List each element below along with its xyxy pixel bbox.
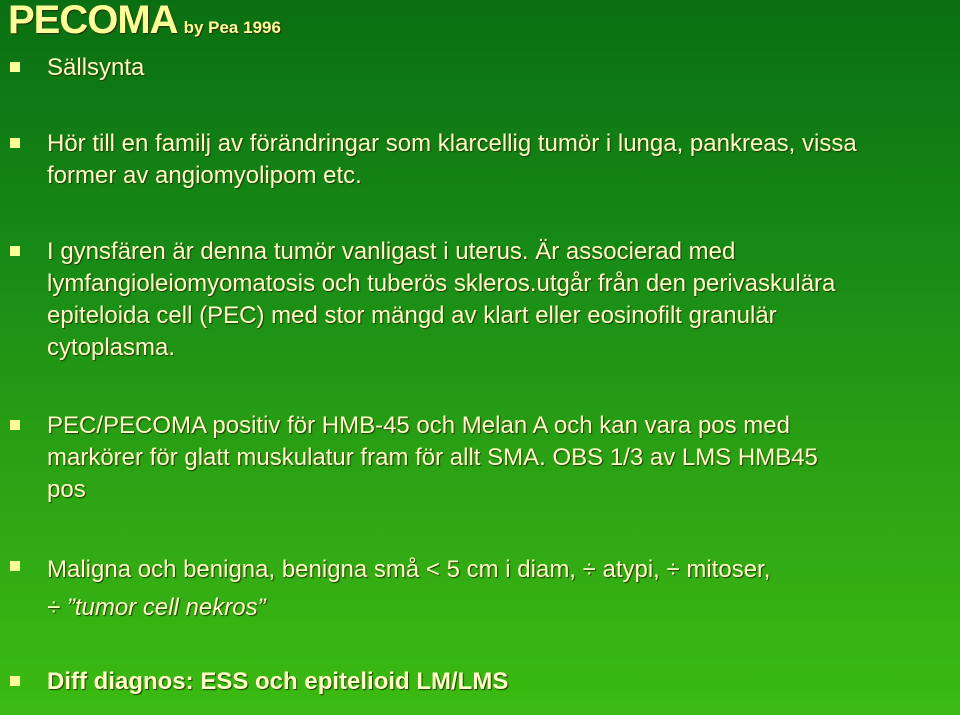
bullet-text xyxy=(47,52,950,84)
bullet-line: Diff diagnos: ESS och epitelioid LM/LMS xyxy=(47,668,509,695)
bullet-markers xyxy=(10,410,950,506)
bullet-text xyxy=(47,128,950,192)
bullet-malignancy xyxy=(10,551,950,627)
title-subtitle: by Pea 1996 xyxy=(183,18,281,37)
bullet-line: lymfangioleiomyomatosis och tuberös skleros.utgår från den perivaskulära xyxy=(47,270,836,297)
square-bullet-icon xyxy=(10,561,20,571)
title-main: PECOMA xyxy=(8,0,178,42)
bullet-line: PEC/PECOMA positiv för HMB-45 och Melan A och kan vara pos med xyxy=(47,412,790,439)
bullet-family xyxy=(10,128,950,192)
bullet-line: former av angiomyolipom etc. xyxy=(47,162,362,189)
bullet-rarity xyxy=(10,52,950,84)
bullet-line: Hör till en familj av förändringar som klarcellig tumör i lunga, pankreas, vissa xyxy=(47,130,857,157)
bullet-diff-diagnosis xyxy=(10,666,950,698)
bullet-line: Sällsynta xyxy=(47,54,145,81)
bullet-line: pos xyxy=(47,476,86,503)
bullet-line: epiteloida cell (PEC) med stor mängd av klart eller eosinofilt granulär xyxy=(47,302,777,329)
bullet-text xyxy=(47,551,950,627)
bullet-line: markörer för glatt muskulatur fram för allt SMA. OBS 1/3 av LMS HMB45 xyxy=(47,444,818,471)
square-bullet-icon xyxy=(10,676,20,686)
bullet-gyn xyxy=(10,236,950,364)
bullet-text xyxy=(47,666,950,698)
square-bullet-icon xyxy=(10,420,20,430)
bullet-line: I gynsfären är denna tumör vanligast i uterus. Är associerad med xyxy=(47,238,736,265)
square-bullet-icon xyxy=(10,246,20,256)
bullet-line: ÷ ”tumor cell nekros” xyxy=(47,594,266,621)
slide-title xyxy=(8,0,281,43)
bullet-text xyxy=(47,410,950,506)
bullet-line: Maligna och benigna, benigna små < 5 cm i diam, ÷ atypi, ÷ mitoser, xyxy=(47,556,771,583)
bullet-text xyxy=(47,236,950,364)
square-bullet-icon xyxy=(10,138,20,148)
bullet-line: cytoplasma. xyxy=(47,334,176,361)
square-bullet-icon xyxy=(10,62,20,72)
